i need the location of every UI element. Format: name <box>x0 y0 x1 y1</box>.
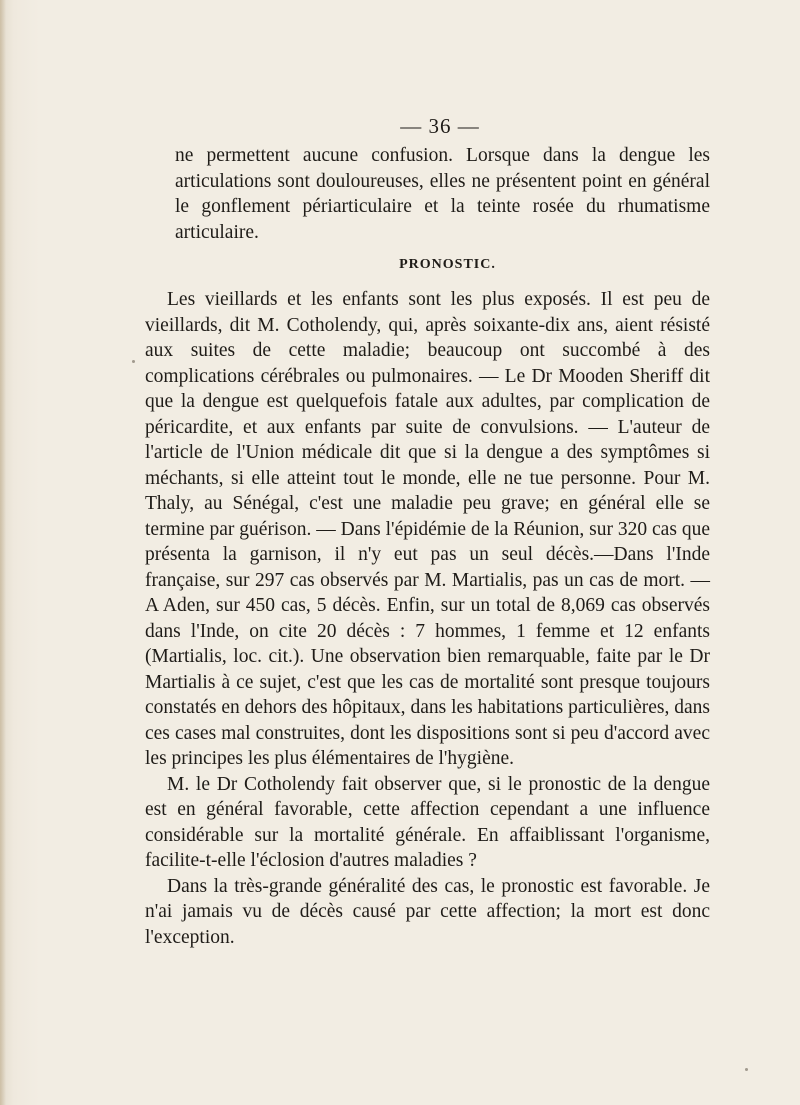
paper-speck <box>745 1068 748 1071</box>
paragraph-1: ne permettent aucune confusion. Lorsque dans la dengue les articulations sont douloureuses, elles ne présentent point en général le gonflement périarticulaire et la teinte rosée du rhumatisme articulaire. <box>175 145 710 243</box>
paragraph-2: Les vieillards et les enfants sont les plus exposés. Il est peu de vieillards, dit M. Cotholendy, qui, après soixante-dix ans, aient résisté aux suites de cette maladie; beaucoup ont succombé à des complications cérébrales ou pulmonaires. — Le Dr Mooden Sheriff dit que la dengue est quelquefois fatale aux adultes, par complication de péricardite, et aux enfants par suite de convulsions. — L'auteur de l'article de l'Union médicale dit que si la dengue a des symptômes si méchants, si elle atteint tout le monde, elle ne tue personne. Pour M. Thaly, au Sénégal, c'est une maladie peu grave; en général elle se termine par guérison. — Dans l'épidémie de la Réunion, sur 320 cas que présenta la garnison, il n'y eut pas un seul décès.—Dans l'Inde française, sur 297 cas observés par M. Martialis, pas un cas de mort. — A Aden, sur 450 cas, 5 décès. Enfin, sur un total de 8,069 cas observés dans l'Inde, on cite 20 décès : 7 hommes, 1 femme et 12 enfants (Martialis, loc. cit.). Une observation bien remarquable, faite par le Dr Martialis à ce sujet, c'est que les cas de mortalité sont presque toujours constatés en dehors des hôpitaux, dans les habitations particulières, dans ces cases mal construites, dont les dispositions sont si peu d'accord avec les principes les plus élémentaires de l'hygiène. <box>145 289 710 769</box>
section-heading-pronostic: PRONOSTIC. <box>399 257 496 272</box>
page-number: — 36 — <box>400 114 480 138</box>
page-body <box>145 143 710 950</box>
paper-speck <box>132 360 135 363</box>
paragraph-4: Dans la très-grande généralité des cas, le pronostic est favorable. Je n'ai jamais vu de décès causé par cette affection; la mort est donc l'exception. <box>145 875 710 948</box>
paragraph-3: M. le Dr Cotholendy fait observer que, si le pronostic de la dengue est en général favorable, cette affection cependant a une influence considérable sur la mortalité générale. En affaiblissant l'organisme, facilite-t-elle l'éclosion d'autres maladies ? <box>145 773 710 871</box>
page-spine-shadow <box>0 0 6 1105</box>
